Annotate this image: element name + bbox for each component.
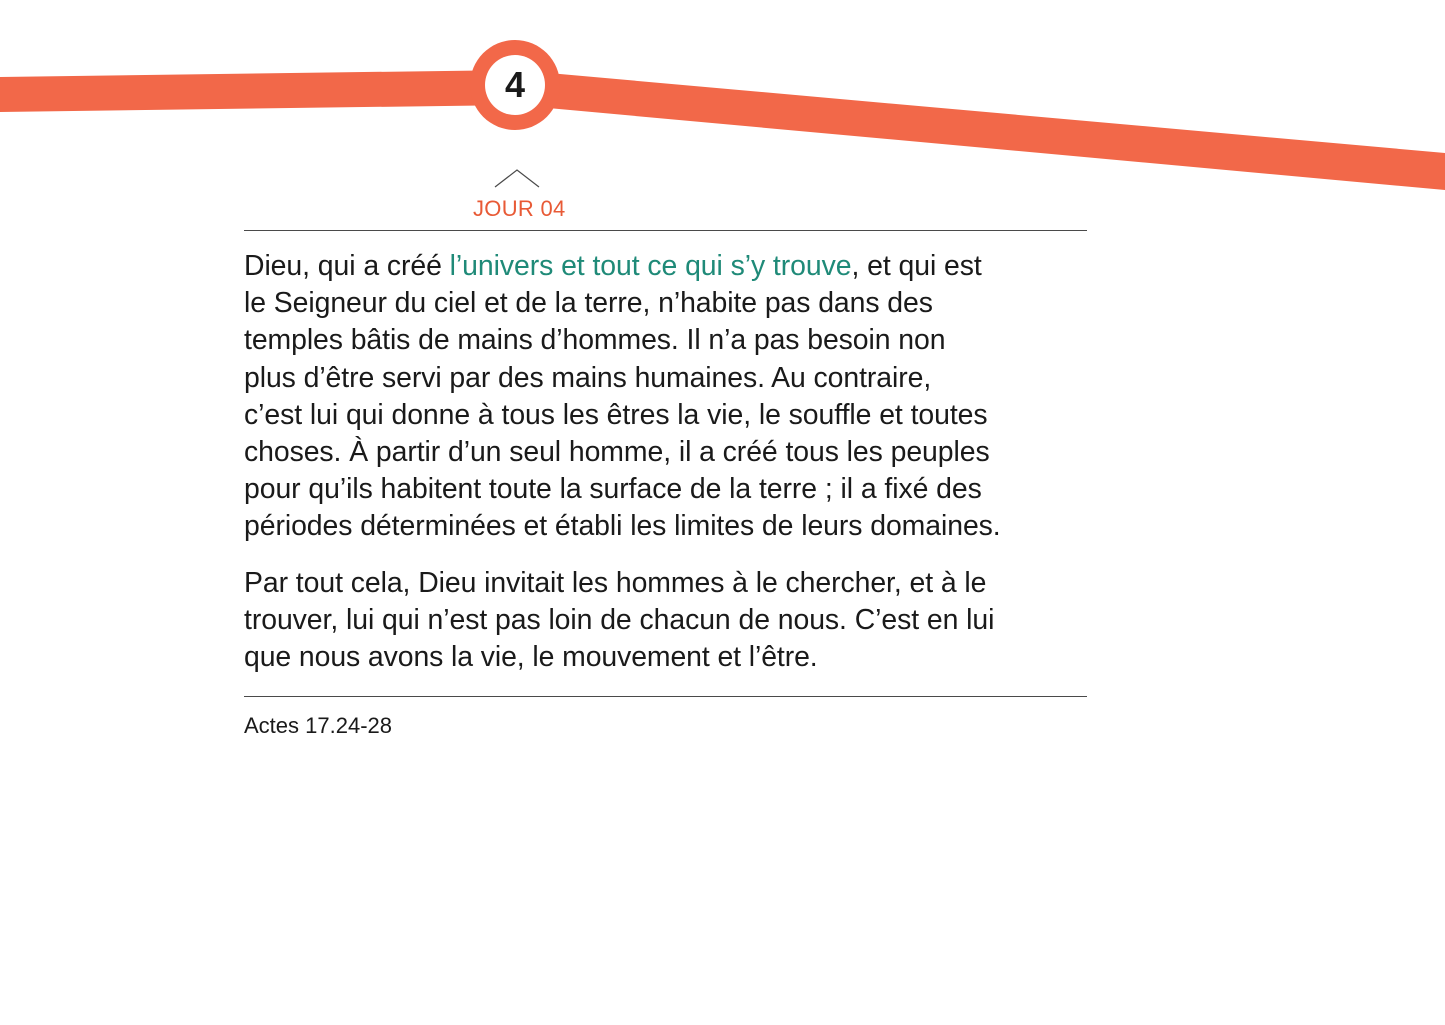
passage-line [244,248,1094,285]
passage-line: périodes déterminées et établi les limites de leurs domaines. [244,510,1001,543]
passage-text: Dieu, qui a créé [244,250,450,282]
scripture-reference: Actes 17.24-28 [244,713,392,738]
passage-line: pour qu’ils habitent toute la surface de la terre ; il a fixé des [244,473,982,506]
caret-up-icon [494,168,540,188]
paragraph-1 [244,248,1094,546]
scripture-passage [244,248,1094,676]
paragraph-2 [244,565,1094,677]
passage-line: Par tout cela, Dieu invitait les hommes à le chercher, et à le [244,566,987,599]
passage-line: que nous avons la vie, le mouvement et l’être. [244,641,818,674]
day-number: 4 [485,55,545,115]
divider-bottom [244,696,1087,697]
highlighted-phrase: l’univers et tout ce qui s’y trouve [449,250,852,282]
passage-line: c’est lui qui donne à tous les êtres la vie, le souffle et toutes [244,398,988,431]
day-label: JOUR 04 [473,196,566,221]
passage-line: trouver, lui qui n’est pas loin de chacun de nous. C’est en lui [244,603,995,636]
timeline-band [0,0,1445,200]
day-number-badge [470,40,560,130]
passage-line: plus d’être servi par des mains humaines. Au contraire, [244,361,932,394]
passage-text: , et qui est [851,250,982,282]
divider-top [244,230,1087,231]
passage-line: choses. À partir d’un seul homme, il a créé tous les peuples [244,436,990,469]
passage-line: le Seigneur du ciel et de la terre, n’habite pas dans des [244,287,933,320]
passage-line: temples bâtis de mains d’hommes. Il n’a pas besoin non [244,324,946,357]
